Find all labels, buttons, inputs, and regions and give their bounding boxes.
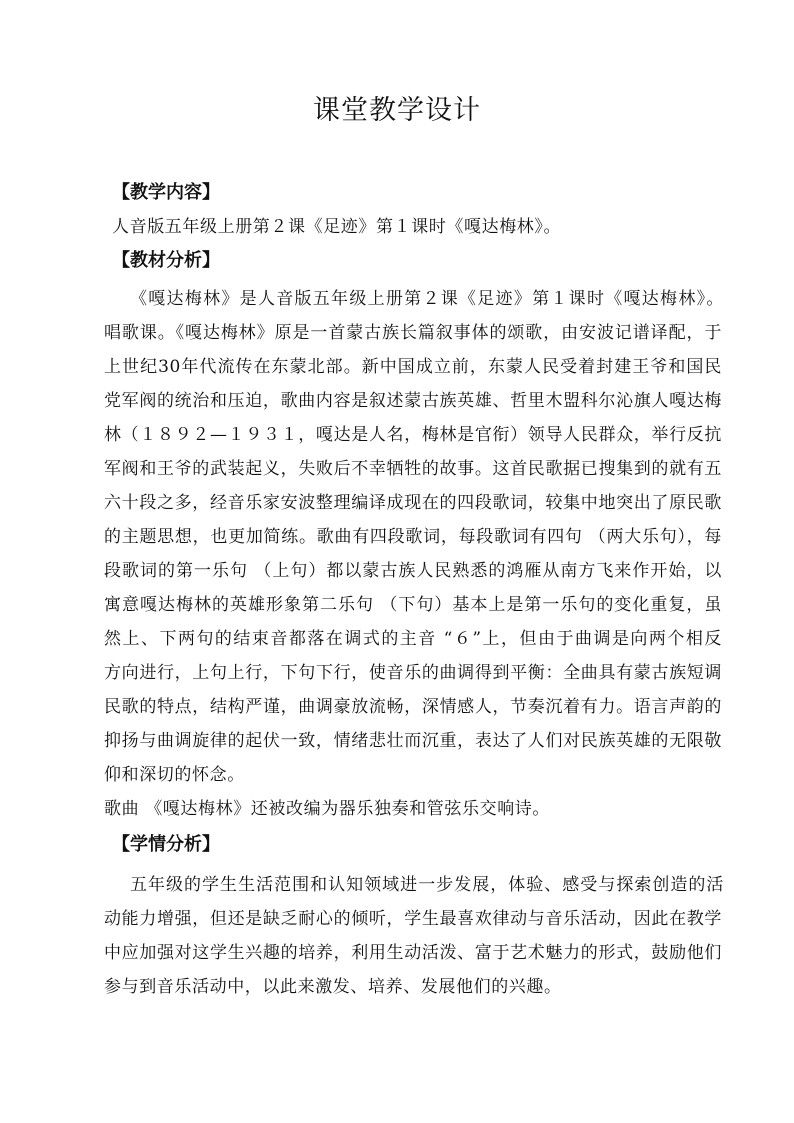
analysis-line: 的主题思想，也更加简练。歌曲有四段歌词，每段歌词有四句 （两大乐句），每 — [104, 527, 722, 547]
analysis-line: 党军阀的统治和压迫，歌曲内容是叙述蒙古族英雄、哲里木盟科尔沁旗人嘎达梅 — [104, 391, 722, 411]
analysis-line: 方向进行，上句上行，下句下行，使音乐的曲调得到平衡：全曲具有蒙古族短调 — [104, 663, 722, 683]
analysis-line: 《嘎达梅林》是人音版五年级上册第２课《足迹》第１课时《嘎达梅林》。 — [130, 289, 724, 309]
analysis-extra-line: 歌曲 《嘎达梅林》还被改编为器乐独奏和管弦乐交响诗。 — [104, 799, 551, 819]
analysis-line: 林（１８９２—１９３１，嘎达是人名，梅林是官衔）领导人民群众，举行反抗 — [104, 425, 722, 445]
analysis-line: 抑扬与曲调旋律的起伏一致，情绪悲壮而沉重，表达了人们对民族英雄的无限敬 — [104, 731, 722, 751]
analysis-line: 段歌词的第一乐句 （上句）都以蒙古族人民熟悉的鸿雁从南方飞来作开始，以 — [104, 561, 722, 581]
analysis-line: 六十段之多，经音乐家安波整理编译成现在的四段歌词，较集中地突出了原民歌 — [104, 493, 722, 513]
section-heading-content: 【教学内容】 — [112, 182, 220, 203]
analysis-line: 然上、下两句的结束音都落在调式的主音 “６”上，但由于曲调是向两个相反 — [104, 629, 722, 649]
analysis-line: 军阀和王爷的武装起义，失败后不幸牺牲的故事。这首民歌据已搜集到的就有五 — [104, 459, 722, 479]
students-line: 中应加强对这学生兴趣的培养，利用生动活泼、富于艺术魅力的形式，鼓励他们 — [104, 943, 722, 963]
page-title: 课堂教学设计 — [313, 95, 481, 126]
students-line: 动能力增强，但还是缺乏耐心的倾听，学生最喜欢律动与音乐活动，因此在教学 — [104, 909, 722, 929]
analysis-line: 唱歌课。《嘎达梅林》原是一首蒙古族长篇叙事体的颂歌，由安波记谱译配，于 — [104, 323, 722, 343]
students-line: 五年级的学生生活范围和认知领域进一步发展，体验、感受与探索创造的活 — [130, 875, 724, 895]
analysis-line: 寓意嘎达梅林的英雄形象第二乐句 （下句）基本上是第一乐句的变化重复，虽 — [104, 595, 722, 615]
section-heading-students: 【学情分析】 — [112, 834, 220, 855]
analysis-line: 上世纪30年代流传在东蒙北部。新中国成立前，东蒙人民受着封建王爷和国民 — [104, 357, 722, 377]
analysis-line: 民歌的特点，结构严谨，曲调豪放流畅，深情感人，节奏沉着有力。语言声韵的 — [104, 697, 722, 717]
content-text: 人音版五年级上册第２课《足迹》第１课时《嘎达梅林》。 — [112, 217, 562, 237]
students-line: 参与到音乐活动中，以此来激发、培养、发展他们的兴趣。 — [104, 977, 562, 997]
section-heading-analysis: 【教材分析】 — [112, 250, 220, 271]
analysis-line: 仰和深切的怀念。 — [104, 765, 245, 785]
